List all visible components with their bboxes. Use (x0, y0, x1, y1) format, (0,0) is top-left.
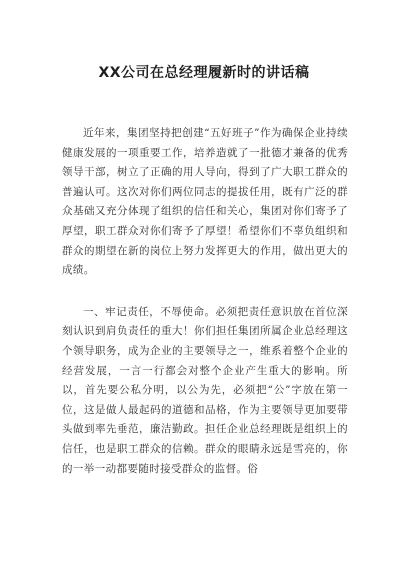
document-title: XX公司在总经理履新时的讲话稿 (98, 65, 310, 81)
paragraph-section-one: 一、牢记责任，不辱使命。必须把责任意识放在首位深刻认识到肩负责任的重大！你们担任集团所属企业总经理这个领导职务，成为企业的主要领导之一，维系着整个企业的经营发展，一言一行都会对整个企业产生重大的影响。所以，首先要公私分明，以公为先，必须把“公”字放在第一位，这是做人最起码的道德和品格，作为主要领导更加要带头做到率先垂范，廉洁勤政。担任企业总经理既是组织上的信任，也是职工群众的信赖。群众的眼睛永远是雪亮的，你的一举一动都要随时接受群众的监督。俗 (62, 305, 348, 475)
document-body (62, 124, 348, 501)
paragraph-intro: 近年来，集团坚持把创建“五好班子”作为确保企业持续健康发展的一项重要工作，培养造就了一批德才兼备的优秀领导干部，树立了正确的用人导向，得到了广大职工群众的普遍认可。这次对你们两位同志的提拔任用，既有广泛的群众基础又充分体现了组织的信任和关心，集团对你们寄予了厚望，职工群众对你们寄予了厚望！希望你们不辜负组织和群众的期望在新的岗位上努力发挥更大的作用，做出更大的成绩。 (62, 127, 348, 277)
